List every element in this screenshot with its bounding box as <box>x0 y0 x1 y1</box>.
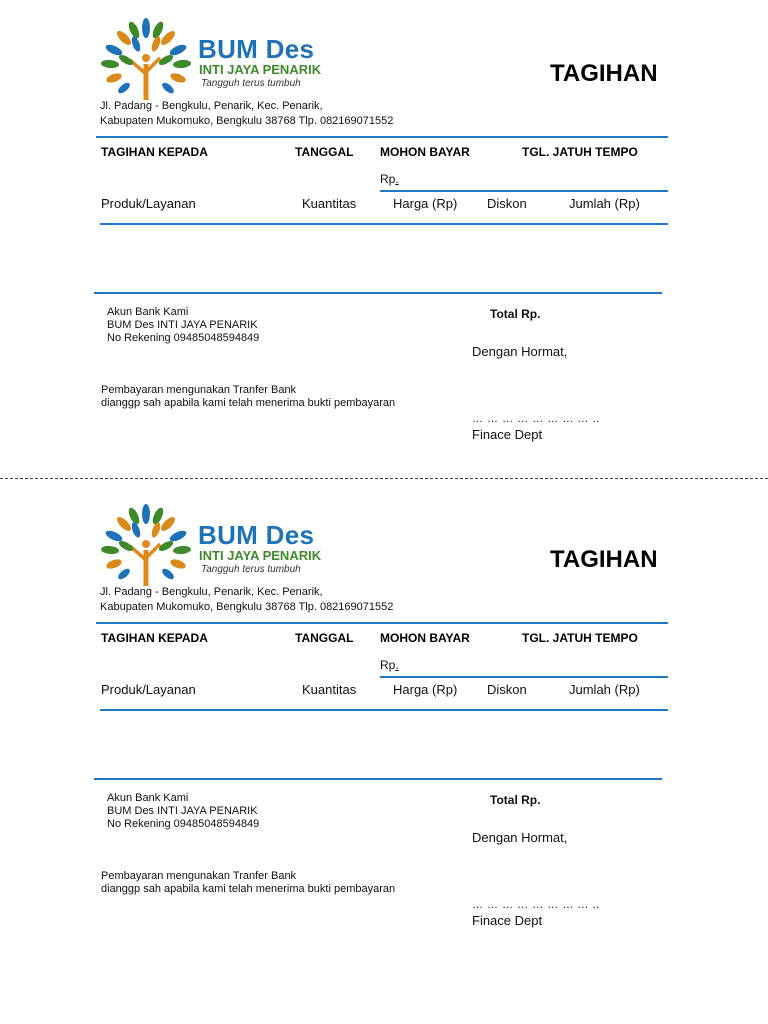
divider <box>100 709 668 711</box>
signature-line: … … … … … … … … .. <box>472 413 600 425</box>
bank-account-name: BUM Des INTI JAYA PENARIK <box>107 319 258 331</box>
payment-note-2: dianggp sah apabila kami telah menerima bukti pembayaran <box>101 883 396 895</box>
column-discount: Diskon <box>487 196 527 211</box>
payment-note-1: Pembayaran mengunakan Tranfer Bank <box>101 384 297 396</box>
cut-line <box>0 478 768 479</box>
divider <box>380 676 668 678</box>
company-address-line1: Jl. Padang - Bengkulu, Penarik, Kec. Penarik, <box>100 586 323 598</box>
header-billed-to: TAGIHAN KEPADA <box>101 145 208 159</box>
company-subname: INTI JAYA PENARIK <box>199 62 322 77</box>
total-label: Total Rp. <box>490 793 541 807</box>
company-name: BUM Des <box>198 34 315 64</box>
bank-account-number: No Rekening 09485048594849 <box>107 332 260 344</box>
bank-label: Akun Bank Kami <box>107 306 189 318</box>
header-date: TANGGAL <box>295 631 354 645</box>
column-quantity: Kuantitas <box>302 196 357 211</box>
invoice-title: TAGIHAN <box>550 60 658 87</box>
tree-logo-icon <box>100 16 192 102</box>
company-tagline: Tangguh terus tumbuh <box>201 78 301 89</box>
divider <box>94 292 662 294</box>
company-tagline: Tangguh terus tumbuh <box>201 564 301 575</box>
regards-text: Dengan Hormat, <box>472 830 568 845</box>
signature-dept: Finace Dept <box>472 913 543 928</box>
payment-note-1: Pembayaran mengunakan Tranfer Bank <box>101 870 297 882</box>
tree-logo-icon <box>100 502 192 588</box>
column-product: Produk/Layanan <box>101 682 196 697</box>
company-address-line2: Kabupaten Mukomuko, Bengkulu 38768 Tlp. 082169071552 <box>100 115 394 127</box>
signature-dept: Finace Dept <box>472 427 543 442</box>
regards-text: Dengan Hormat, <box>472 344 568 359</box>
header-due-date: TGL. JATUH TEMPO <box>522 145 638 159</box>
invoice-title: TAGIHAN <box>550 546 658 573</box>
header-due-date: TGL. JATUH TEMPO <box>522 631 638 645</box>
payment-note-2: dianggp sah apabila kami telah menerima bukti pembayaran <box>101 397 396 409</box>
bank-account-name: BUM Des INTI JAYA PENARIK <box>107 805 258 817</box>
company-name: BUM Des <box>198 520 315 550</box>
bank-label: Akun Bank Kami <box>107 792 189 804</box>
divider <box>96 622 668 624</box>
company-subname: INTI JAYA PENARIK <box>199 548 322 563</box>
column-product: Produk/Layanan <box>101 196 196 211</box>
column-amount: Jumlah (Rp) <box>569 682 640 697</box>
amount-due-value: Rp. <box>380 172 399 186</box>
divider <box>94 778 662 780</box>
divider <box>96 136 668 138</box>
header-date: TANGGAL <box>295 145 354 159</box>
bank-account-number: No Rekening 09485048594849 <box>107 818 260 830</box>
header-amount-due: MOHON BAYAR <box>380 631 470 645</box>
company-address-line2: Kabupaten Mukomuko, Bengkulu 38768 Tlp. 082169071552 <box>100 601 394 613</box>
column-price: Harga (Rp) <box>393 682 458 697</box>
invoice-copy-2 <box>0 486 768 972</box>
header-amount-due: MOHON BAYAR <box>380 145 470 159</box>
header-billed-to: TAGIHAN KEPADA <box>101 631 208 645</box>
invoice-copy-1 <box>0 0 768 486</box>
column-amount: Jumlah (Rp) <box>569 196 640 211</box>
divider <box>380 190 668 192</box>
amount-due-value: Rp. <box>380 658 399 672</box>
divider <box>100 223 668 225</box>
column-quantity: Kuantitas <box>302 682 357 697</box>
company-address-line1: Jl. Padang - Bengkulu, Penarik, Kec. Penarik, <box>100 100 323 112</box>
signature-line: … … … … … … … … .. <box>472 899 600 911</box>
column-price: Harga (Rp) <box>393 196 458 211</box>
total-label: Total Rp. <box>490 307 541 321</box>
column-discount: Diskon <box>487 682 527 697</box>
